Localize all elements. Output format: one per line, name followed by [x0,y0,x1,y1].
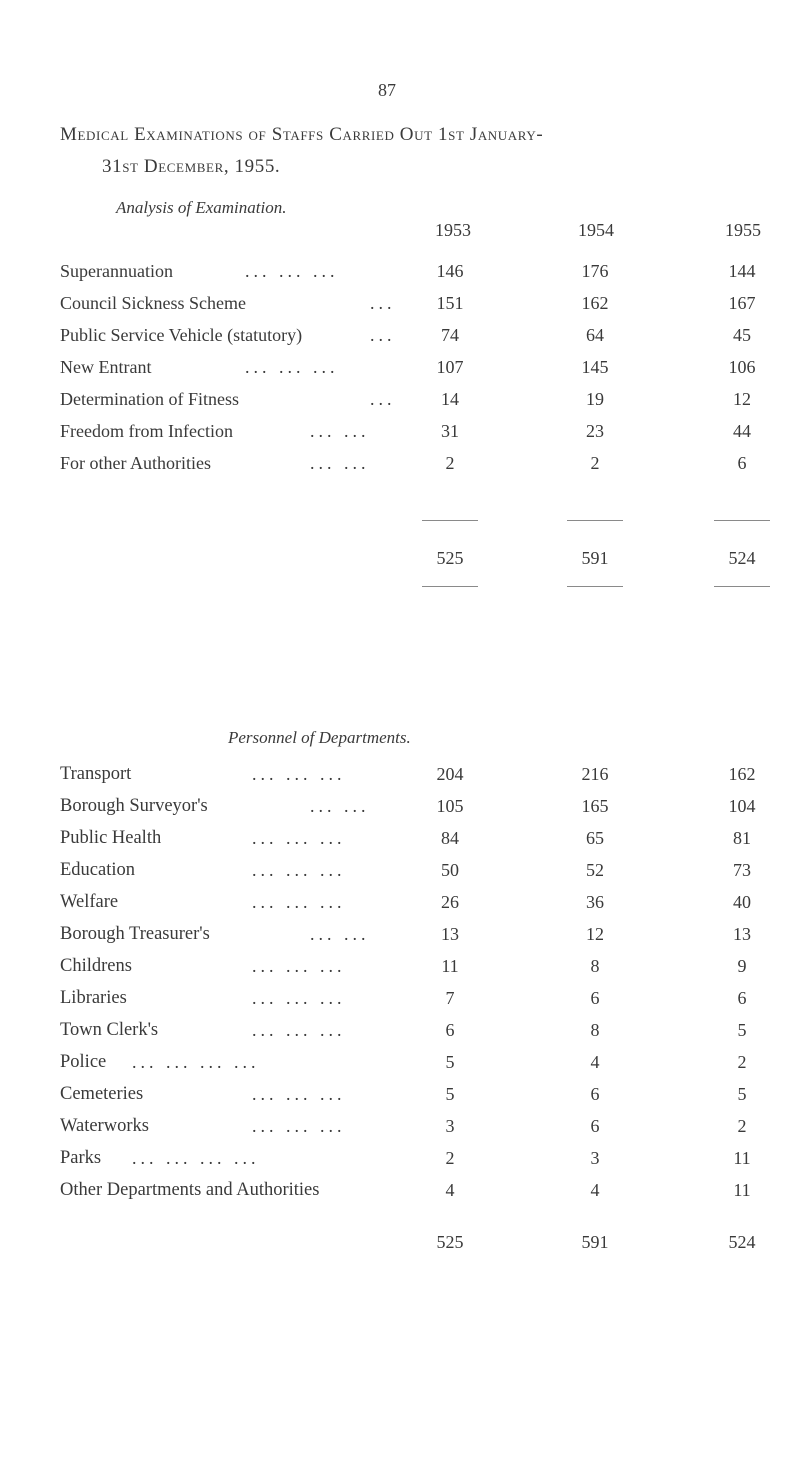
value-1954: 36 [586,892,604,912]
dot-leader: ... ... ... [252,892,346,912]
personnel-total-1953: 525 [436,1232,464,1252]
personnel-row [0,956,800,982]
value-1953: 2 [445,453,455,473]
value-1955: 40 [733,892,751,912]
personnel-row [0,1180,800,1206]
value-1953: 6 [445,1020,455,1040]
value-1954: 52 [586,860,604,880]
row-label: Waterworks [60,1116,149,1136]
value-1955: 104 [728,796,756,816]
value-1955: 162 [728,764,756,784]
total-rule [567,586,623,587]
value-1955: 6 [737,453,747,473]
personnel-row [0,796,800,822]
sum-rule [422,520,478,521]
row-label: Borough Treasurer's [60,924,210,944]
value-1954: 8 [590,1020,600,1040]
value-1953: 105 [436,796,464,816]
value-1954: 4 [590,1052,600,1072]
row-label: Public Service Vehicle (statutory) [60,325,303,345]
value-1955: 106 [728,357,756,377]
value-1953: 151 [436,293,464,313]
dot-leader: ... ... ... [252,828,346,848]
dot-leader: ... ... ... [252,764,346,784]
row-label: Council Sickness Scheme [60,293,246,313]
personnel-row [0,828,800,854]
row-label: For other Authorities [60,453,211,473]
row-label: Libraries [60,988,127,1008]
dot-leader: ... ... [310,453,370,473]
dot-leader: ... ... [310,796,370,816]
personnel-row [0,1116,800,1142]
row-label: Cemeteries [60,1084,144,1104]
dot-leader: ... ... [310,421,370,441]
value-1953: 5 [445,1052,455,1072]
row-label: Parks [60,1148,102,1168]
year-header-1953: 1953 [435,220,471,240]
value-1953: 204 [436,764,464,784]
value-1955: 12 [733,389,751,409]
row-label: Town Clerk's [60,1020,159,1040]
row-label: Public Health [60,828,162,848]
document-title-line-2: 31st December, 1955. [102,156,281,177]
value-1954: 176 [581,261,609,281]
value-1955: 5 [737,1084,747,1104]
document-title-line-1: Medical Examinations of Staffs Carried Out 1st January- [60,124,544,145]
value-1954: 145 [581,357,609,377]
personnel-row [0,924,800,950]
analysis-total-1954: 591 [581,548,609,568]
sum-rule [714,520,770,521]
dot-leader: ... [370,325,396,345]
value-1955: 44 [733,421,751,441]
dot-leader: ... [370,389,396,409]
value-1953: 14 [441,389,459,409]
value-1954: 165 [581,796,609,816]
dot-leader: ... ... ... ... [132,1052,260,1072]
analysis-row [0,357,800,383]
dot-leader: ... ... ... [252,1084,346,1104]
row-label: Education [60,860,136,880]
value-1955: 13 [733,924,751,944]
personnel-row [0,1052,800,1078]
value-1954: 12 [586,924,604,944]
dot-leader: ... [370,293,396,313]
value-1955: 81 [733,828,751,848]
total-rule [422,586,478,587]
analysis-row [0,293,800,319]
value-1954: 8 [590,956,600,976]
year-header-1955: 1955 [725,220,761,240]
dot-leader: ... ... ... ... [132,1148,260,1168]
value-1954: 2 [590,453,600,473]
value-1953: 107 [436,357,464,377]
value-1953: 2 [445,1148,455,1168]
dot-leader: ... ... ... [245,357,339,377]
personnel-row [0,1148,800,1174]
dot-leader: ... ... ... [252,988,346,1008]
row-label: Welfare [60,892,119,912]
personnel-total-1955: 524 [728,1232,756,1252]
page-number: 87 [378,80,396,100]
value-1954: 216 [581,764,609,784]
value-1955: 45 [733,325,751,345]
value-1954: 6 [590,988,600,1008]
value-1955: 73 [733,860,751,880]
value-1953: 4 [445,1180,455,1200]
value-1955: 144 [728,261,756,281]
value-1953: 84 [441,828,459,848]
row-label: Freedom from Infection [60,421,233,441]
row-label: Borough Surveyor's [60,796,208,816]
analysis-row [0,453,800,479]
value-1954: 3 [590,1148,600,1168]
analysis-row [0,421,800,447]
value-1953: 50 [441,860,459,880]
value-1953: 74 [441,325,459,345]
year-header-1954: 1954 [578,220,614,240]
value-1955: 167 [728,293,756,313]
analysis-row [0,389,800,415]
analysis-row [0,261,800,287]
row-label: Determination of Fitness [60,389,239,409]
analysis-row [0,325,800,351]
value-1954: 64 [586,325,604,345]
personnel-heading: Personnel of Departments. [228,728,411,747]
value-1953: 31 [441,421,459,441]
total-rule [714,586,770,587]
row-label: Childrens [60,956,132,976]
value-1953: 26 [441,892,459,912]
dot-leader: ... ... ... [245,261,339,281]
personnel-row [0,764,800,790]
value-1953: 13 [441,924,459,944]
dot-leader: ... ... ... [252,1116,346,1136]
value-1955: 11 [733,1148,751,1168]
value-1954: 6 [590,1084,600,1104]
row-label: Police [60,1052,107,1072]
row-label: New Entrant [60,357,152,377]
personnel-row [0,988,800,1014]
value-1955: 2 [737,1052,747,1072]
row-label: Transport [60,764,132,784]
value-1953: 5 [445,1084,455,1104]
value-1955: 9 [737,956,747,976]
dot-leader: ... ... ... [252,860,346,880]
dot-leader: ... ... ... [252,956,346,976]
row-label: Other Departments and Authorities [60,1180,320,1200]
value-1955: 2 [737,1116,747,1136]
value-1954: 4 [590,1180,600,1200]
value-1954: 162 [581,293,609,313]
personnel-row [0,1084,800,1110]
analysis-total-1953: 525 [436,548,464,568]
personnel-row [0,892,800,918]
dot-leader: ... ... [310,924,370,944]
value-1953: 7 [445,988,455,1008]
personnel-row [0,1020,800,1046]
row-label: Superannuation [60,261,173,281]
sum-rule [567,520,623,521]
personnel-row [0,860,800,886]
value-1955: 5 [737,1020,747,1040]
value-1953: 11 [441,956,459,976]
dot-leader: ... ... ... [252,1020,346,1040]
value-1954: 6 [590,1116,600,1136]
value-1954: 65 [586,828,604,848]
value-1953: 146 [436,261,464,281]
personnel-total-1954: 591 [581,1232,609,1252]
value-1955: 11 [733,1180,751,1200]
value-1954: 19 [586,389,604,409]
value-1955: 6 [737,988,747,1008]
analysis-total-1955: 524 [728,548,756,568]
value-1953: 3 [445,1116,455,1136]
analysis-heading: Analysis of Examination. [116,198,287,217]
value-1954: 23 [586,421,604,441]
